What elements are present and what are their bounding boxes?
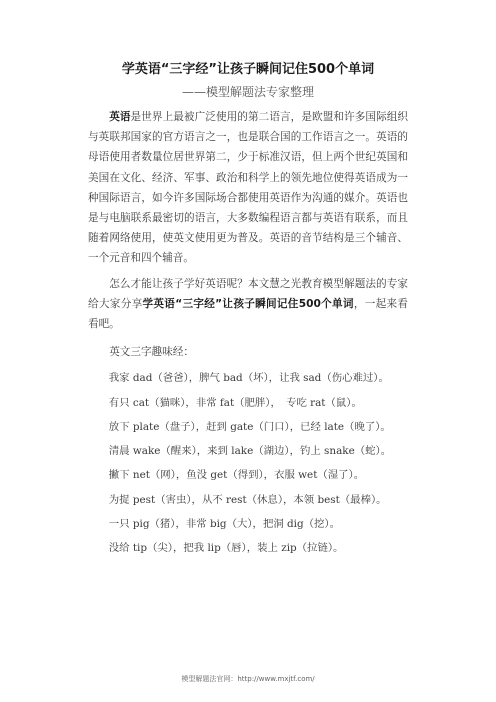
verse-line: 放下 plate（盘子），赶到 gate（门口），已经 late（晚了）。	[108, 420, 391, 433]
verse-line: 清晨 wake（醒来），来到 lake（湖边），钓上 snake（蛇）。	[108, 445, 392, 458]
intro-text: 是世界上最被广泛使用的第二语言，是欧盟和许多国际组织与英联邦国家的官方语言之一，也是联合国的工作语言之一。英语的母语使用者数量位居世界第二，少于标准汉语，但上两个世纪英国和美国在文化、经济、军事、政治和科学上的领先地位使得英语成为一种国际语言，如今许多国际场合都使用英语作为沟通的媒介。英语也是与电脑联系最密切的语言，大多数编程语言都与英语有联系，而且随着网络使用，使英文使用更为普及。英语的音节结构是三个辅音、一个元音和四个辅音。	[88, 111, 409, 265]
verse-list	[88, 366, 408, 560]
verse-heading: 英文三字趣味经：	[109, 346, 194, 359]
verse-line: 有只 cat（猫咪），非常 fat（肥胖）， 专吃 rat（鼠）。	[108, 396, 362, 409]
page-footer: 模型解题法官网：http://www.mxjtf.com/	[181, 675, 315, 683]
intro-bold-lead: 英语	[109, 111, 131, 123]
verse-line: 一只 pig（猪），非常 big（大），把洞 dig（挖）。	[108, 518, 341, 531]
share-text-after: ，一起来看看吧。	[88, 297, 409, 331]
share-text-before: 怎么才能让孩子学好英语呢？本文慧之光教育模型解题法的专家给大家分享	[88, 277, 408, 310]
document-subtitle: ——模型解题法专家整理	[181, 85, 314, 99]
verse-line: 为捉 pest（害虫），从不 rest（休息），本领 best（最棒）。	[108, 493, 387, 506]
verse-line: 没给 tip（尖），把我 lip（唇），装上 zip（拉链）。	[108, 542, 344, 555]
share-paragraph	[88, 274, 408, 335]
intro-paragraph	[88, 107, 408, 269]
verse-line: 撇下 net（网），鱼没 get（得到），衣服 wet（湿了）。	[108, 469, 365, 482]
document-title: 学英语“三字经”让孩子瞬间记住500个单词	[121, 62, 375, 77]
verse-line: 我家 dad（爸爸），脾气 bad（坏），让我 sad（伤心难过）。	[108, 372, 389, 385]
share-bold-title: 学英语“三字经”让孩子瞬间记住500个单词	[142, 297, 354, 310]
document-body	[88, 60, 408, 561]
